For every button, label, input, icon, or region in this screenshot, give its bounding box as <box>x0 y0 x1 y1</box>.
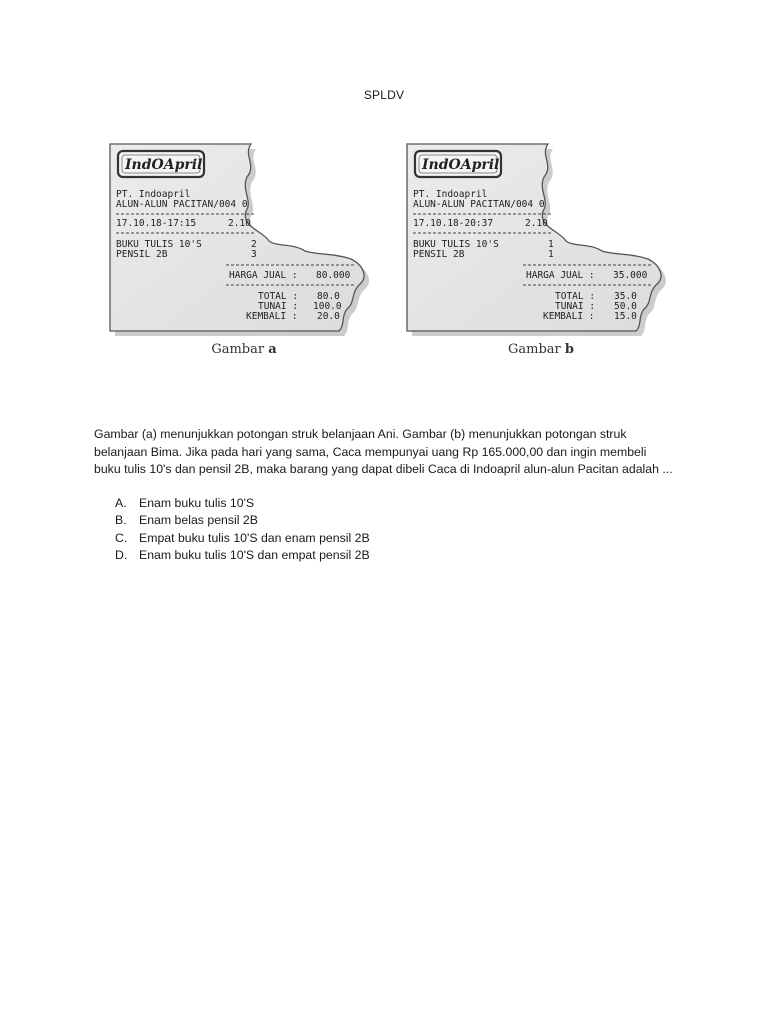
receipt-b-image <box>403 140 679 340</box>
option-c <box>115 530 655 547</box>
receipt-b-item-name: BUKU TULIS 10'S <box>413 239 499 250</box>
receipt-a-tunai-label: TUNAI : <box>258 301 299 312</box>
receipt-b-item-qty: 1 <box>548 239 554 250</box>
receipt-figure-b <box>403 140 679 370</box>
receipt-a-harga-label: HARGA JUAL : <box>229 270 298 281</box>
receipt-b-tunai-value: 50.0 <box>614 301 637 312</box>
option-text: Enam belas pensil 2B <box>139 513 258 528</box>
receipt-b-tunai-label: TUNAI : <box>555 301 596 312</box>
question-text: Gambar (a) menunjukkan potongan struk belanjaan Ani. Gambar (b) menunjukkan potongan struk belanjaan Bima. Jika pada hari yang sama, Caca mempunyai uang Rp 165.000,00 dan ingin membeli buku tulis 10's dan pensil 2B, maka barang yang dapat dibeli Caca di Indoapril alun-alun Pacitan adalah ... <box>94 427 673 477</box>
receipt-b-branch: ALUN-ALUN PACITAN/004 0 <box>413 199 545 210</box>
receipt-a-code: 2.10 <box>228 218 251 229</box>
caption-prefix: Gambar <box>211 342 265 357</box>
receipt-a-kembali-label: KEMBALI : <box>246 311 298 322</box>
receipt-b-datetime: 17.10.18-20:37 <box>413 218 494 229</box>
receipt-b-logo: IndOApril <box>422 157 500 173</box>
receipt-a-item-name: BUKU TULIS 10'S <box>116 239 202 250</box>
figure-a-caption <box>106 342 382 357</box>
caption-prefix: Gambar <box>508 342 561 357</box>
receipt-a-logo: IndOApril <box>125 157 203 173</box>
receipt-a-total-label: TOTAL : <box>258 291 299 302</box>
option-letter: D. <box>115 547 128 562</box>
option-b <box>115 512 655 529</box>
figure-b-caption <box>403 342 679 357</box>
receipt-a-datetime: 17.10.18-17:15 <box>116 218 197 229</box>
receipt-a-company: PT. Indoapril <box>116 189 191 200</box>
receipt-b-company: PT. Indoapril <box>413 189 488 200</box>
option-letter: C. <box>115 530 128 545</box>
receipt-a-harga-value: 80.000 <box>316 270 351 281</box>
receipt-b-code: 2.10 <box>525 218 548 229</box>
receipt-b-item-qty: 1 <box>548 249 554 260</box>
receipt-a-branch: ALUN-ALUN PACITAN/004 0 <box>116 199 248 210</box>
caption-letter: a <box>268 342 277 357</box>
option-a <box>115 495 655 512</box>
receipt-b-kembali-label: KEMBALI : <box>543 311 595 322</box>
caption-letter: b <box>564 342 574 357</box>
option-letter: B. <box>115 513 127 528</box>
receipt-a-item-name: PENSIL 2B <box>116 249 168 260</box>
receipt-a-item-qty: 2 <box>251 239 257 250</box>
option-text: Empat buku tulis 10'S dan enam pensil 2B <box>139 530 370 545</box>
receipt-b-item-name: PENSIL 2B <box>413 249 465 260</box>
receipt-a-image <box>106 140 382 340</box>
receipt-b-harga-value: 35.000 <box>613 270 648 281</box>
receipt-b-total-value: 35.0 <box>614 291 637 302</box>
receipt-a-total-value: 80.0 <box>317 291 340 302</box>
receipt-b-total-label: TOTAL : <box>555 291 596 302</box>
answer-options <box>115 495 655 564</box>
receipt-a-tunai-value: 100.0 <box>313 301 342 312</box>
receipt-b-kembali-value: 15.0 <box>614 311 637 322</box>
receipt-figure-a <box>106 140 382 370</box>
option-letter: A. <box>115 496 127 510</box>
option-text: Enam buku tulis 10'S <box>139 496 255 510</box>
option-text: Enam buku tulis 10'S dan empat pensil 2B <box>139 547 370 562</box>
receipt-a-item-qty: 3 <box>251 249 257 260</box>
option-d <box>115 547 655 564</box>
receipt-b-harga-label: HARGA JUAL : <box>526 270 595 281</box>
receipt-a-kembali-value: 20.0 <box>317 311 340 322</box>
page-title: SPLDV <box>363 88 405 102</box>
